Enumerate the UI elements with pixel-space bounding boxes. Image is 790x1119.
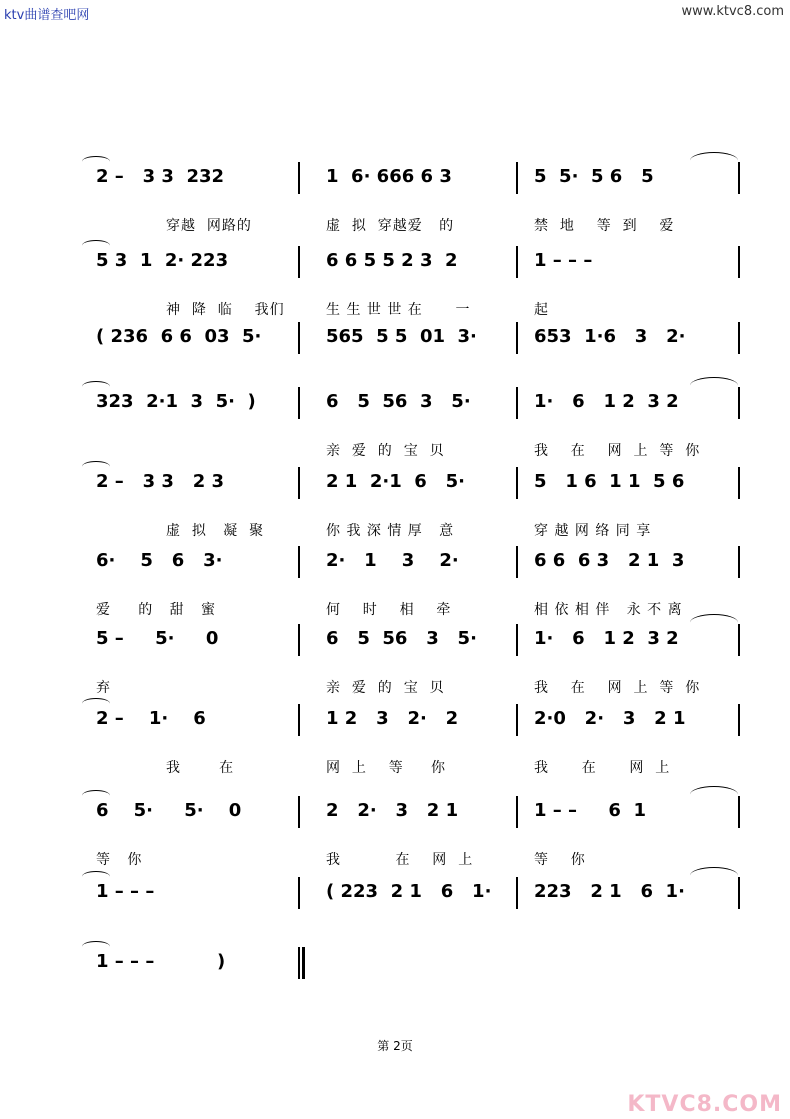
lyrics-s1-measure-2: 虚 拟 穿越爱 的 — [326, 218, 455, 234]
notes-s10-measure-2: ( 223 2 1 6 1· — [326, 881, 492, 902]
notes-s1-measure-2: 1 6· 666 6 3 — [326, 166, 452, 187]
notes-s6-measure-1: 6· 5 6 3· — [96, 550, 223, 571]
tie-arc — [82, 461, 110, 472]
lyrics-s1-measure-3: 禁 地 等 到 爱 — [534, 218, 675, 234]
barline — [298, 704, 300, 736]
notes-s3-measure-1: ( 236 6 6 03 5· — [96, 326, 262, 347]
barline — [298, 322, 300, 354]
barline — [516, 387, 518, 419]
tie-arc — [82, 381, 110, 392]
notes-s3-measure-3: 653 1·6 3 2· — [534, 326, 686, 347]
notes-s5-measure-2: 2 1 2·1 6 5· — [326, 471, 465, 492]
notes-s7-measure-2: 6 5 56 3 5· — [326, 628, 477, 649]
lyrics-s2-measure-2: 生 生 世 世 在 一 — [326, 302, 471, 318]
lyrics-s5-measure-1: 虚 拟 凝 聚 — [166, 523, 265, 539]
barline — [298, 467, 300, 499]
site-name: ktv曲谱查吧网 — [4, 8, 90, 23]
barline — [516, 624, 518, 656]
lyrics-s8-measure-3: 我 在 网 上 — [534, 760, 671, 776]
notes-s3-measure-2: 565 5 5 01 3· — [326, 326, 477, 347]
lyrics-s8-measure-1: 我 在 — [166, 760, 235, 776]
barline — [516, 546, 518, 578]
barline — [516, 704, 518, 736]
lyrics-s7-measure-1: 弃 — [96, 680, 111, 696]
notes-s5-measure-3: 5 1 6 1 1 5 6 — [534, 471, 685, 492]
tie-arc — [82, 790, 110, 801]
barline — [298, 387, 300, 419]
tie-arc — [690, 152, 738, 169]
barline — [738, 546, 740, 578]
notes-s8-measure-1: 2 – 1· 6 — [96, 708, 206, 729]
lyrics-s7-measure-2: 亲 爱 的 宝 贝 — [326, 680, 445, 696]
barline — [738, 322, 740, 354]
lyrics-s5-measure-2: 你 我 深 情 厚 意 — [326, 523, 455, 539]
lyrics-s4-measure-2: 亲 爱 的 宝 贝 — [326, 443, 445, 459]
barline — [738, 162, 740, 194]
lyrics-s9-measure-1: 等 你 — [96, 852, 143, 868]
lyrics-s5-measure-3: 穿 越 网 络 同 享 — [534, 523, 652, 539]
notes-s9-measure-1: 6 5· 5· 0 — [96, 800, 242, 821]
notes-s6-measure-3: 6 6 6 3 2 1 3 — [534, 550, 685, 571]
barline — [298, 624, 300, 656]
lyrics-s2-measure-3: 起 — [534, 302, 549, 318]
lyrics-s6-measure-2: 何 时 相 牵 — [326, 602, 452, 618]
barline — [738, 877, 740, 909]
notes-s2-measure-3: 1 – – – — [534, 250, 593, 271]
lyrics-s6-measure-1: 爱 的 甜 蜜 — [96, 602, 216, 618]
notes-s8-measure-3: 2·0 2· 3 2 1 — [534, 708, 686, 729]
notes-s10-measure-1: 1 – – – — [96, 881, 155, 902]
lyrics-s9-measure-2: 我 在 网 上 — [326, 852, 474, 868]
barline — [738, 796, 740, 828]
tie-arc — [82, 240, 110, 251]
barline — [298, 877, 300, 909]
notes-s10-measure-3: 223 2 1 6 1· — [534, 881, 685, 902]
lyrics-s7-measure-3: 我 在 网 上 等 你 — [534, 680, 701, 696]
notes-s7-measure-1: 5 – 5· 0 — [96, 628, 219, 649]
barline — [298, 546, 300, 578]
barline — [298, 796, 300, 828]
barline — [516, 162, 518, 194]
notes-s1-measure-1: 2 – 3 3 232 — [96, 166, 225, 187]
notes-s2-measure-1: 5 3 1 2· 223 — [96, 250, 229, 271]
notes-s4-measure-3: 1· 6 1 2 3 2 — [534, 391, 679, 412]
lyrics-s9-measure-3: 等 你 — [534, 852, 586, 868]
tie-arc — [82, 698, 110, 709]
barline — [516, 322, 518, 354]
notes-s9-measure-3: 1 – – 6 1 — [534, 800, 646, 821]
page-number: 第 2页 — [377, 1039, 413, 1053]
lyrics-s8-measure-2: 网 上 等 你 — [326, 760, 446, 776]
tie-arc — [690, 786, 738, 803]
notes-s4-measure-1: 323 2·1 3 5· ) — [96, 391, 256, 412]
tie-arc — [690, 377, 738, 394]
watermark-logo: KTVC8.COM — [627, 1092, 782, 1117]
notes-s11-measure-1: 1 – – – ) — [96, 951, 226, 972]
tie-arc — [690, 614, 738, 631]
notes-s4-measure-2: 6 5 56 3 5· — [326, 391, 471, 412]
lyrics-s1-measure-1: 穿越 网路的 — [166, 218, 252, 234]
site-url: www.ktvc8.com — [681, 4, 784, 19]
barline — [516, 877, 518, 909]
lyrics-s4-measure-3: 我 在 网 上 等 你 — [534, 443, 701, 459]
barline — [738, 387, 740, 419]
tie-arc — [82, 941, 110, 952]
lyrics-s2-measure-1: 神 降 临 我们 — [166, 302, 285, 318]
notes-s9-measure-2: 2 2· 3 2 1 — [326, 800, 459, 821]
final-barline — [302, 947, 305, 979]
barline — [516, 246, 518, 278]
barline — [738, 246, 740, 278]
barline — [516, 796, 518, 828]
tie-arc — [690, 867, 738, 884]
lyrics-s6-measure-3: 相 依 相 伴 永 不 离 — [534, 602, 683, 618]
barline — [298, 162, 300, 194]
notes-s8-measure-2: 1 2 3 2· 2 — [326, 708, 459, 729]
barline — [516, 467, 518, 499]
barline — [738, 704, 740, 736]
barline — [298, 947, 300, 979]
notes-s7-measure-3: 1· 6 1 2 3 2 — [534, 628, 679, 649]
tie-arc — [82, 871, 110, 882]
barline — [298, 246, 300, 278]
notes-s6-measure-2: 2· 1 3 2· — [326, 550, 459, 571]
tie-arc — [82, 156, 110, 167]
barline — [738, 624, 740, 656]
barline — [738, 467, 740, 499]
notes-s1-measure-3: 5 5· 5 6 5 — [534, 166, 654, 187]
notes-s5-measure-1: 2 – 3 3 2 3 — [96, 471, 225, 492]
notes-s2-measure-2: 6 6 5 5 2 3 2 — [326, 250, 458, 271]
